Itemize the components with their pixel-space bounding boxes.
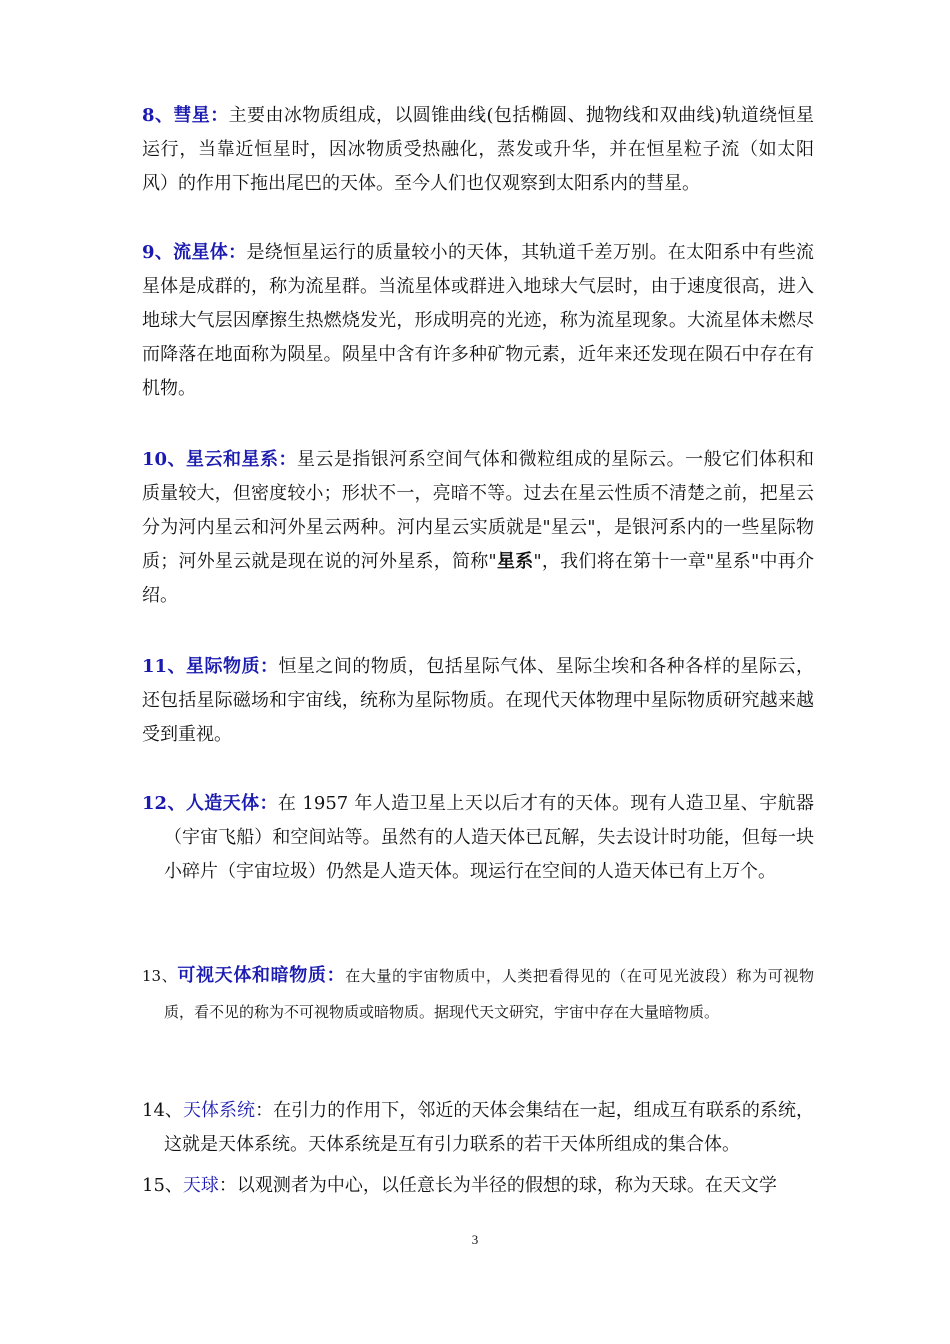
entry-term: 天体系统: [182, 1100, 256, 1121]
entry-term: 天球: [182, 1175, 219, 1196]
entry-number: 14、: [142, 1100, 183, 1121]
entry-comet: [142, 99, 814, 201]
entry-text: 在大量的宇宙物质中，人类把看得见的（在可见光波段）称为可视物质，看不见的称为不可视物质或暗物质。据现代天文研究，宇宙中存在大量暗物质。: [164, 967, 815, 1021]
entry-text: 以观测者为中心，以任意长为半径的假想的球，称为天球。在天文学: [236, 1175, 777, 1196]
entry-separator: ：: [218, 1175, 237, 1196]
entry-meteoroid: [142, 236, 814, 406]
entry-interstellar-matter: [142, 650, 814, 752]
entry-text: 在 1957 年人造卫星上天以后才有的天体。现有人造卫星、宇航器（宇宙飞船）和空间站等。虽然有的人造天体已瓦解，失去设计时功能，但每一块小碎片（宇宙垃圾）仍然是人造天体。现运行在空间的人造天体已有上万个。: [164, 793, 815, 882]
entry-bold-term: 星系: [496, 551, 534, 572]
entry-text: 主要由冰物质组成，以圆锥曲线(包括椭圆、抛物线和双曲线)轨道绕恒星运行，当靠近恒星时，因冰物质受热融化，蒸发或升华，并在恒星粒子流（如太阳风）的作用下拖出尾巴的天体。至今人们也仅观察到太阳系内的彗星。: [142, 105, 815, 194]
entry-celestial-system: [142, 1094, 814, 1162]
entry-term: 10、星云和星系：: [142, 449, 297, 470]
entry-text: 在引力的作用下，邻近的天体会集结在一起，组成互有联系的系统，这就是天体系统。天体系统是互有引力联系的若干天体所组成的集合体。: [164, 1100, 815, 1155]
entry-term: 可视天体和暗物质：: [177, 965, 346, 986]
entry-term: 9、流星体：: [142, 242, 247, 263]
entry-text: 恒星之间的物质，包括星际气体、星际尘埃和各种各样的星际云，还包括星际磁场和宇宙线，统称为星际物质。在现代天体物理中星际物质研究越来越受到重视。: [142, 656, 815, 745]
entry-number: 13、: [142, 967, 178, 985]
entry-text-continued: "，我们将在第十一章"星系"中再介绍。: [142, 551, 814, 606]
entry-term: 8、彗星：: [142, 105, 229, 126]
entry-separator: ：: [255, 1100, 274, 1121]
page-number: 3: [471, 1232, 479, 1247]
entry-celestial-sphere: [142, 1169, 814, 1203]
entry-text: 是绕恒星运行的质量较小的天体，其轨道千差万别。在太阳系中有些流星体是成群的，称为流星群。当流星体或群进入地球大气层时，由于速度很高，进入地球大气层因摩擦生热燃烧发光，形成明亮的光迹，称为流星现象。大流星体未燃尽而降落在地面称为陨星。陨星中含有许多种矿物元素，近年来还发现在陨石中存在有机物。: [142, 242, 815, 399]
entry-term: 11、星际物质：: [142, 656, 279, 677]
entry-text: 星云是指银河系空间气体和微粒组成的星际云。一般它们体积和质量较大，但密度较小；形状不一，亮暗不等。过去在星云性质不清楚之前，把星云分为河内星云和河外星云两种。河内星云实质就是"星云"，是银河系内的一些星际物质；河外星云就是现在说的河外星系，简称": [142, 449, 815, 572]
entry-term: 12、人造天体：: [142, 793, 278, 814]
entry-number: 15、: [142, 1175, 183, 1196]
entry-dark-matter: [142, 958, 814, 1030]
entry-nebula-galaxy: [142, 443, 814, 613]
entry-artificial-bodies: [142, 787, 814, 889]
